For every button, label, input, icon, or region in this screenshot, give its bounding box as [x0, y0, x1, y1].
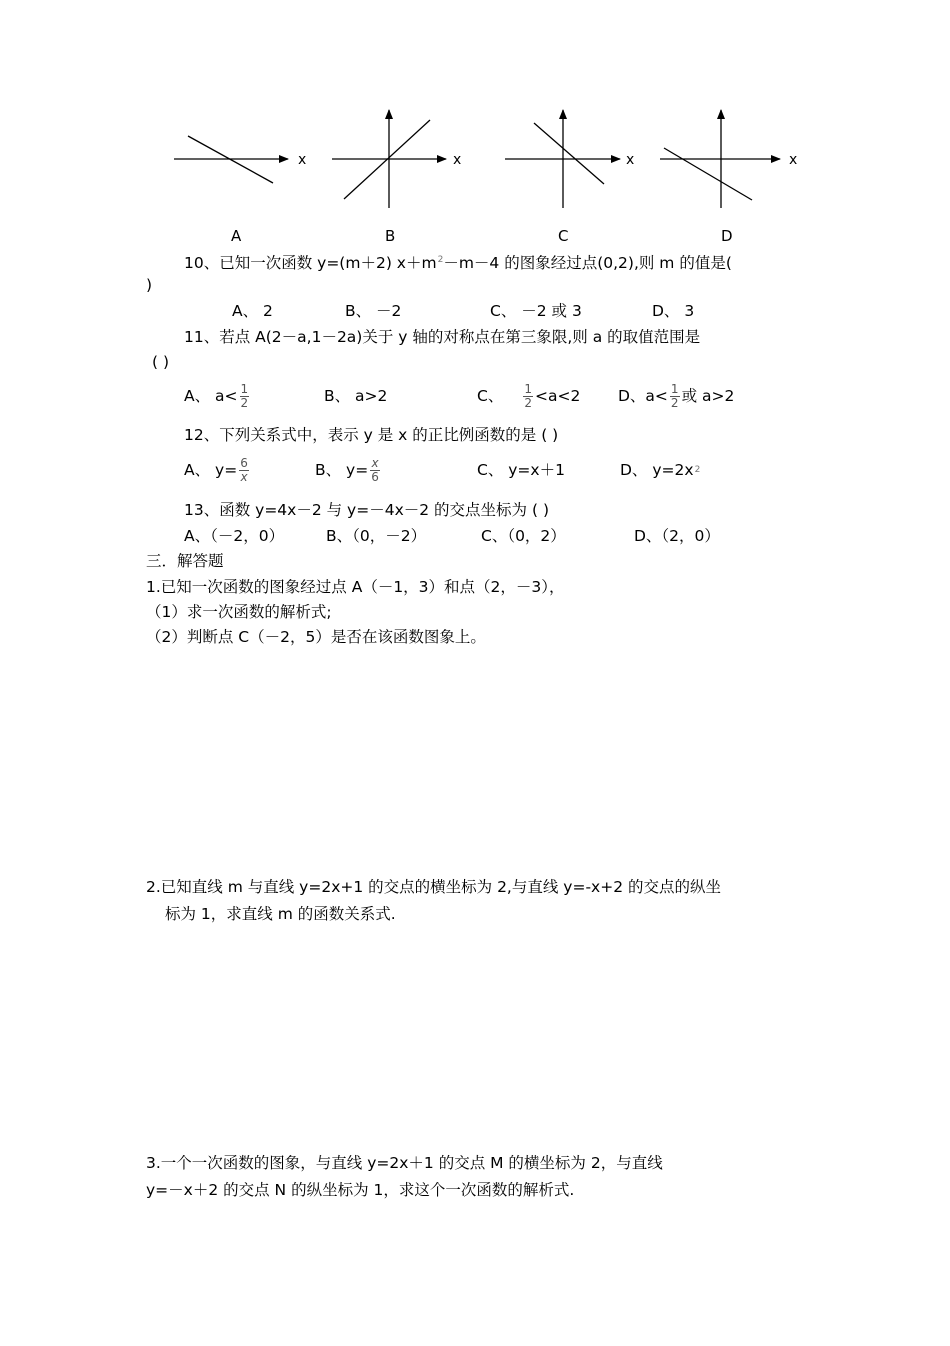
q12-option-c — [477, 452, 565, 488]
q11-option-c-fraction — [523, 383, 533, 410]
problem-3-line-2: y=－x＋2 的交点 N 的纵坐标为 1，求这个一次函数的解析式. — [146, 1181, 575, 1199]
q12-option-c-text: C、 y=x＋1 — [477, 461, 565, 479]
graph-c-axis-label: x — [626, 152, 635, 168]
graph-options — [0, 0, 950, 250]
graph-d-line — [664, 148, 752, 200]
q11-option-a — [184, 378, 251, 414]
q12-option-b-text: B、 y= — [315, 461, 369, 479]
fraction-denominator: 2 — [240, 395, 249, 410]
graph-d-axis-label: x — [789, 152, 798, 168]
q10-stem-close: ) — [146, 276, 153, 294]
problem-1-line-1: 1.已知一次函数的图象经过点 A（－1，3）和点（2，－3）， — [146, 578, 565, 596]
graph-label-c: C — [558, 227, 569, 245]
q12-option-a-text: A、 y= — [184, 461, 238, 479]
q10-stem-tail: －m－4 的图象经过点(0,2),则 m 的值是( — [443, 254, 732, 273]
graph-label-b: B — [385, 227, 396, 245]
q11-option-d-fraction — [670, 383, 680, 410]
q11-option-d-text: 或 a>2 — [681, 387, 735, 405]
fraction-denominator: 6 — [371, 469, 379, 484]
graph-label-a: A — [231, 227, 242, 245]
graph-c-line — [534, 123, 604, 184]
problem-2-line-1: 2.已知直线 m 与直线 y=2x+1 的交点的横坐标为 2,与直线 y=-x+2 的交点的纵坐 — [146, 878, 721, 896]
q10-option-a: A、 2 — [232, 302, 273, 320]
q10-option-d: D、 3 — [652, 302, 695, 320]
q12-option-b-fraction — [370, 457, 380, 484]
fraction-numerator: 1 — [524, 381, 532, 396]
fraction-denominator: x — [240, 469, 248, 484]
q13-stem: 13、函数 y=4x－2 与 y=－4x－2 的交点坐标为 ( ) — [184, 501, 549, 519]
q12-option-b — [315, 452, 382, 488]
q13-option-a: A、（－2，0） — [184, 527, 285, 545]
q11-stem: 11、若点 A(2－a,1－2a)关于 y 轴的对称点在第三象限,则 a 的取值范围是 — [184, 328, 701, 346]
q13-option-c: C、（0，2） — [481, 527, 566, 545]
fraction-numerator: 1 — [240, 381, 249, 396]
graph-b — [332, 110, 461, 208]
q11-option-a-text: A、 a< — [184, 387, 238, 405]
graph-b-axis-label: x — [453, 152, 462, 168]
q12-stem: 12、下列关系式中，表示 y 是 x 的正比例函数的是 ( ) — [184, 426, 559, 444]
graph-a-axis-label: x — [298, 152, 307, 168]
fraction-numerator: 6 — [240, 455, 248, 470]
q12-option-d-text: D、 y=2x — [620, 461, 694, 479]
q11-option-b — [324, 378, 387, 414]
q11-option-d-label: D、a< — [618, 387, 668, 405]
graph-c — [505, 110, 634, 208]
q10-stem-text: 10、已知一次函数 y=(m＋2) x＋m — [184, 254, 437, 273]
q13-option-d: D、（2，0） — [634, 527, 720, 545]
q11-option-c — [477, 378, 580, 414]
q11-option-c-label: C、 — [477, 387, 504, 405]
q10-option-b: B、 －2 — [345, 302, 402, 320]
fraction-denominator: 2 — [524, 395, 532, 410]
fraction-numerator: 1 — [670, 381, 679, 396]
q12-option-d-superscript: 2 — [694, 465, 701, 475]
problem-1-line-2: （1）求一次函数的解析式; — [146, 603, 332, 621]
graph-label-d: D — [721, 227, 733, 245]
fraction-denominator: 2 — [670, 395, 679, 410]
q11-option-b-text: B、 a>2 — [324, 387, 388, 405]
q13-option-b: B、（0，－2） — [326, 527, 427, 545]
q10-option-c: C、 －2 或 3 — [490, 302, 582, 320]
section-title: 三．解答题 — [146, 552, 224, 570]
q10-stem-superscript: 2 — [437, 255, 444, 265]
graph-a — [174, 136, 306, 183]
problem-3-line-1: 3.一个一次函数的图象，与直线 y=2x＋1 的交点 M 的横坐标为 2，与直线 — [146, 1154, 663, 1172]
problem-2-line-2: 标为 1，求直线 m 的函数关系式. — [165, 905, 396, 923]
q12-option-a-fraction — [239, 457, 249, 484]
fraction-numerator: x — [371, 455, 379, 470]
q12-option-a — [184, 452, 251, 488]
q12-option-d — [620, 452, 700, 488]
q11-option-a-fraction — [240, 383, 250, 410]
graph-d — [660, 110, 797, 208]
q11-option-d — [618, 378, 734, 414]
problem-1-line-3: （2）判断点 C（－2，5）是否在该函数图象上。 — [146, 628, 486, 646]
q11-stem-close: ( ) — [152, 353, 170, 371]
q10-stem — [184, 250, 732, 273]
q11-option-c-text: <a<2 — [534, 387, 581, 405]
